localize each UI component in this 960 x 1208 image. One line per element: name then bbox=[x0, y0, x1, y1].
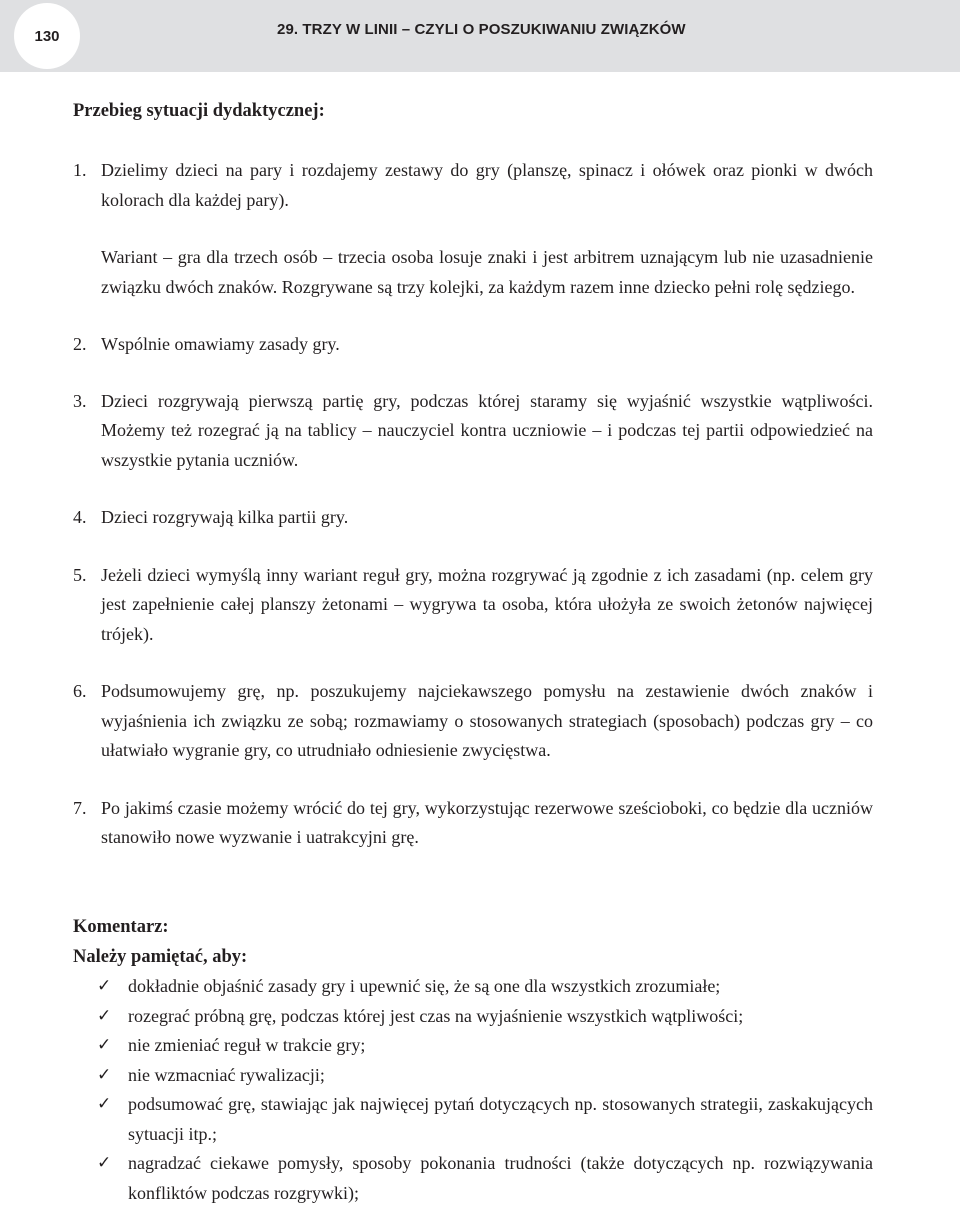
checkmark-icon: ✓ bbox=[97, 1005, 112, 1026]
checkmark-icon: ✓ bbox=[97, 1035, 112, 1055]
checkmark-icon: ✓ bbox=[97, 1094, 112, 1114]
step-5 bbox=[73, 561, 873, 650]
step-1 bbox=[73, 156, 873, 302]
step-number: 5. bbox=[73, 564, 87, 585]
page-number: 130 bbox=[14, 3, 80, 69]
checklist-item-text: nie zmieniać reguł w trakcie gry; bbox=[128, 1035, 366, 1055]
step-6 bbox=[73, 677, 873, 766]
checklist bbox=[73, 972, 873, 1208]
checkmark-icon: ✓ bbox=[97, 976, 112, 996]
checklist-item-text: dokładnie objaśnić zasady gry i upewnić się, że są one dla wszystkich zrozumiałe; bbox=[128, 976, 721, 996]
checklist-item bbox=[73, 1061, 873, 1091]
step-7 bbox=[73, 794, 873, 853]
section-title: Przebieg sytuacji dydaktycznej: bbox=[73, 101, 325, 121]
page-header bbox=[0, 0, 960, 72]
checkmark-icon: ✓ bbox=[97, 1153, 112, 1173]
step-text: Po jakimś czasie możemy wrócić do tej gry, wykorzystując rezerwowe sześcioboki, co będzie dla uczniów stanowiło nowe wyzwanie i uatrakcyjni grę. bbox=[101, 797, 873, 847]
step-text: Jeżeli dzieci wymyślą inny wariant reguł gry, można rozgrywać ją zgodnie z ich zasadami (np. celem gry jest zapełnienie całej planszy żetonami – wygrywa ta osoba, która ułożyła ze swoich żetonów najwięcej trójek). bbox=[101, 564, 873, 644]
step-text: Podsumowujemy grę, np. poszukujemy najciekawszego pomysłu na zestawienie dwóch znaków i wyjaśnienia ich związku ze sobą; rozmawiamy o stosowanych strategiach (sposobach) podczas gry – co ułatwiało wygranie gry, co utrudniało odniesienie zwycięstwa. bbox=[101, 681, 873, 760]
comment-section bbox=[73, 912, 873, 1208]
step-text: Dzieci rozgrywają pierwszą partię gry, podczas której staramy się wyjaśnić wszystkie wątpliwości. Możemy też rozegrać ją na tablicy – nauczyciel kontra uczniowie – i podczas tej partii odpowiedzieć na wszystkie pytania uczniów. bbox=[101, 390, 873, 470]
checkmark-icon: ✓ bbox=[97, 1064, 112, 1085]
checklist-item-text: nagradzać ciekawe pomysły, sposoby pokonania trudności (także dotyczących np. rozwiązywania konfliktów podczas rozgrywki); bbox=[128, 1153, 873, 1203]
step-4 bbox=[73, 503, 873, 533]
comment-title: Komentarz: bbox=[73, 917, 169, 937]
step-number: 7. bbox=[73, 797, 87, 818]
step-2 bbox=[73, 330, 873, 360]
checklist-item bbox=[73, 1149, 873, 1208]
checklist-item bbox=[73, 972, 873, 1002]
step-variant-text: Wariant – gra dla trzech osób – trzecia osoba losuje znaki i jest arbitrem uznającym lub nie uzasadnienie związku dwóch znaków. Rozgrywane są trzy kolejki, za każdym razem inne dziecko pełni rolę sędziego. bbox=[101, 247, 873, 297]
step-3 bbox=[73, 387, 873, 476]
step-number: 2. bbox=[73, 334, 87, 354]
step-number: 1. bbox=[73, 160, 87, 180]
comment-subtitle: Należy pamiętać, aby: bbox=[73, 947, 248, 967]
checklist-item-text: podsumować grę, stawiając jak najwięcej pytań dotyczących np. stosowanych strategii, zaskakujących sytuacji itp.; bbox=[128, 1094, 873, 1144]
checklist-item-text: nie wzmacniać rywalizacji; bbox=[128, 1064, 325, 1085]
step-text: Dzielimy dzieci na pary i rozdajemy zestawy do gry (planszę, spinacz i ołówek oraz pionki w dwóch kolorach dla każdej pary). bbox=[101, 160, 873, 210]
step-text: Wspólnie omawiamy zasady gry. bbox=[101, 334, 340, 354]
step-number: 6. bbox=[73, 681, 87, 701]
step-number: 3. bbox=[73, 390, 87, 411]
checklist-item bbox=[73, 1002, 873, 1032]
checklist-item bbox=[73, 1031, 873, 1061]
checklist-item-text: rozegrać próbną grę, podczas której jest czas na wyjaśnienie wszystkich wątpliwości; bbox=[128, 1005, 744, 1026]
checklist-item bbox=[73, 1090, 873, 1149]
step-number: 4. bbox=[73, 507, 87, 527]
step-text: Dzieci rozgrywają kilka partii gry. bbox=[101, 507, 349, 527]
chapter-title: 29. TRZY W LINII – CZYLI O POSZUKIWANIU ZWIĄZKÓW bbox=[277, 21, 686, 38]
steps-list bbox=[73, 156, 873, 853]
